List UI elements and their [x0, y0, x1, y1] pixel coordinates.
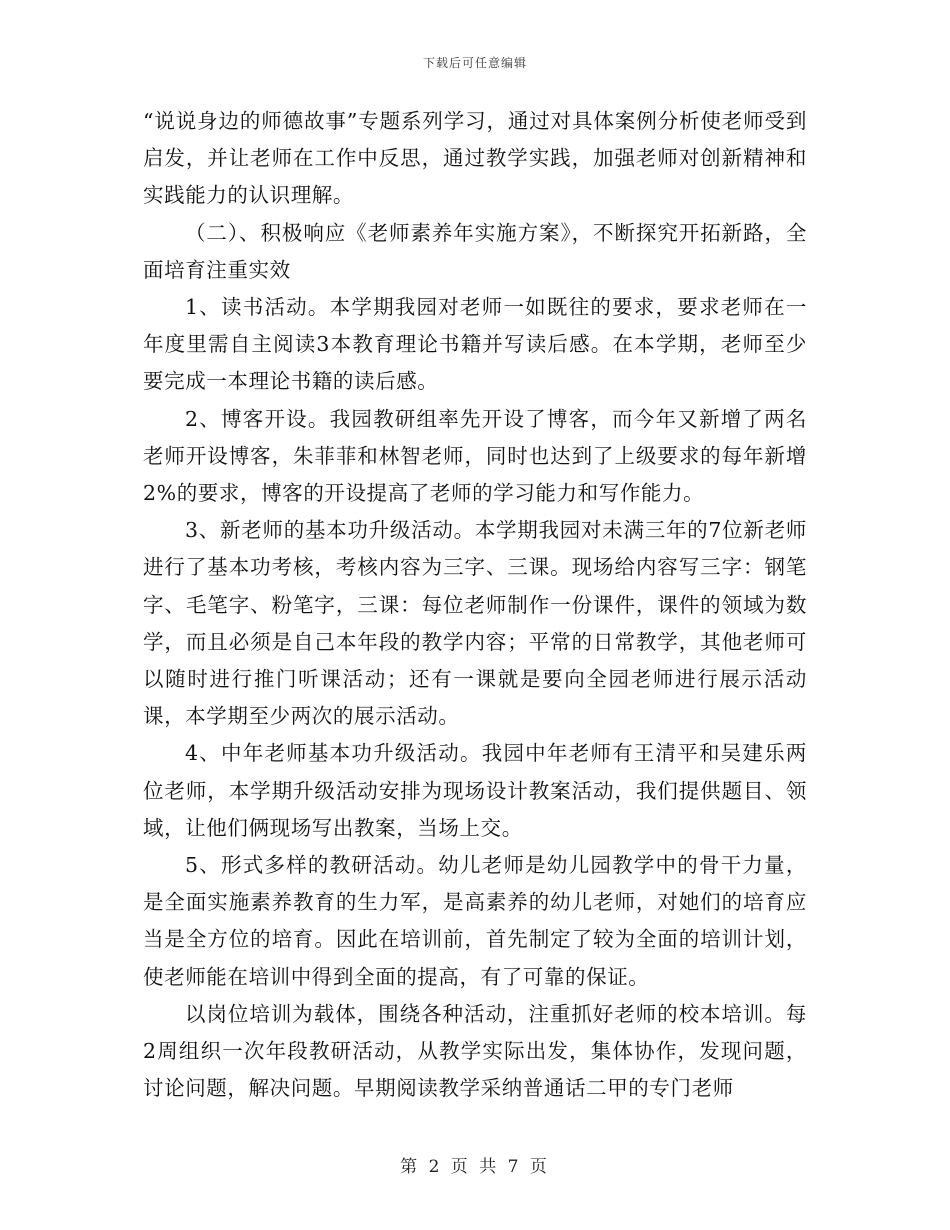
paragraph-continuation: “说说身边的师德故事”专题系列学习，通过对具体案例分析使老师受到启发，并让老师在工作中反思，通过教学实践，加强老师对创新精神和实践能力的认识理解。 — [143, 109, 807, 208]
paragraph-middle-aged-teacher-skills: 4、中年老师基本功升级活动。我园中年老师有王清平和吴建乐两位老师，本学期升级活动安排为现场设计教案活动，我们提供题目、领域，让他们俩现场写出教案，当场上交。 — [143, 741, 807, 840]
paragraph-job-training: 以岗位培训为载体，围绕各种活动，注重抓好老师的校本培训。每2周组织一次年段教研活动，从教学实际出发，集体协作，发现问题，讨论问题，解决问题。早期阅读教学采纳普通话二甲的专门老师 — [143, 1001, 807, 1101]
document-body — [143, 103, 807, 1107]
page-number: 第 2 页 共 7 页 — [400, 1157, 550, 1177]
section-heading: （二）、积极响应《老师素养年实施方案》，不断探究开拓新路，全面培育注重实效 — [143, 220, 807, 282]
paragraph-blog: 2、博客开设。我园教研组率先开设了博客，而今年又新增了两名老师开设博客，朱菲菲和林智老师，同时也达到了上级要求的每年新增2%的要求，博客的开设提高了老师的学习能力和写作能力。 — [143, 406, 807, 506]
paragraph-new-teacher-skills: 3、新老师的基本功升级活动。本学期我园对未满三年的7位新老师进行了基本功考核，考核内容为三字、三课。现场给内容写三字：钢笔字、毛笔字、粉笔字，三课：每位老师制作一份课件，课件的领域为数学，而且必须是自己本年段的教学内容；平常的日常教学，其他老师可以随时进行推门听课活动；还有一课就是要向全园老师进行展示活动课，本学期至少两次的展示活动。 — [143, 518, 807, 729]
paragraph-reading-activity: 1、读书活动。本学期我园对老师一如既往的要求，要求老师在一年度里需自主阅读3本教育理论书籍并写读后感。在本学期，老师至少要完成一本理论书籍的读后感。 — [143, 295, 807, 394]
paragraph-research-activities: 5、形式多样的教研活动。幼儿老师是幼儿园教学中的骨干力量，是全面实施素养教育的生力军，是高素养的幼儿老师，对她们的培育应当是全方位的培育。因此在培训前，首先制定了较为全面的培训计划，使老师能在培训中得到全面的提高，有了可靠的保证。 — [143, 853, 807, 989]
header-note: 下载后可任意编辑 — [422, 56, 527, 70]
